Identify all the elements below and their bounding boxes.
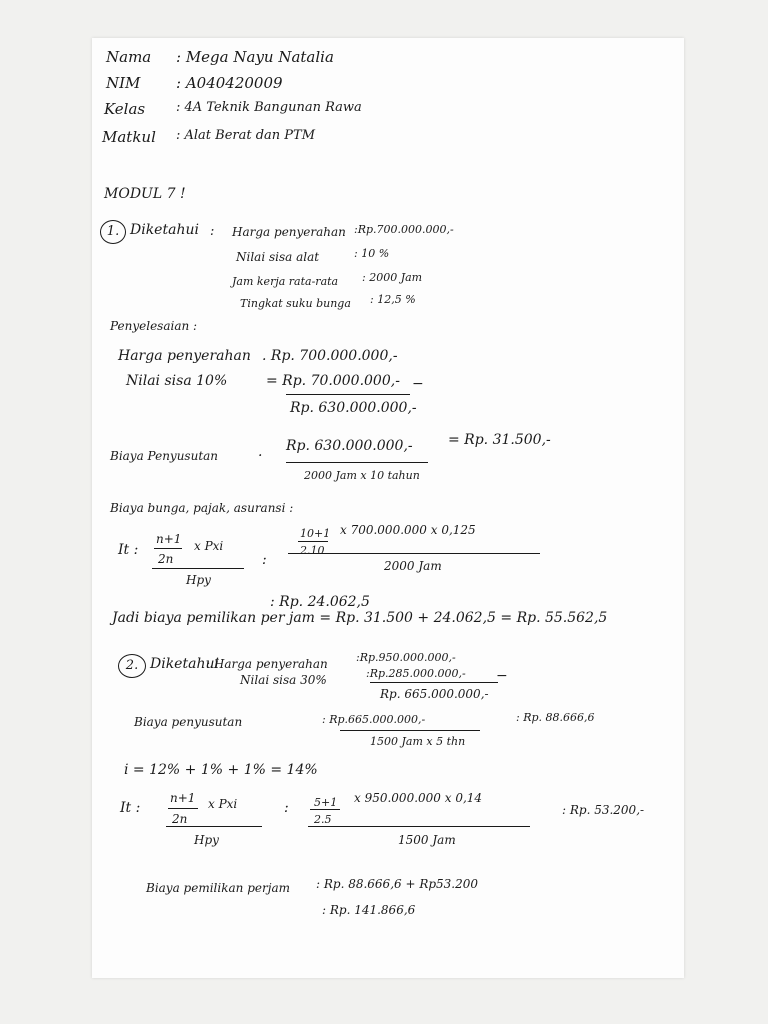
q1-biaya-label: Biaya Penyusutan xyxy=(110,449,219,463)
q2-nilai-value: :Rp.285.000.000,- xyxy=(366,667,466,680)
q1-nilai-label: Nilai sisa alat xyxy=(236,250,320,264)
q2-number-circle xyxy=(118,654,146,678)
q2-i-line: i = 12% + 1% + 1% = 14% xyxy=(124,762,318,778)
q1-biaya-result: = Rp. 31.500,- xyxy=(448,432,551,448)
q1-biaya-dot: . xyxy=(258,444,263,460)
q1-frac-2n: 2n xyxy=(158,552,174,566)
q2-biaya-den: 1500 Jam x 5 thn xyxy=(370,735,466,748)
q1-biaya-den: 2000 Jam x 10 tahun xyxy=(304,469,420,482)
nama-value: : Mega Nayu Natalia xyxy=(176,48,334,66)
q2-x-pxi: x Pxi xyxy=(208,797,238,811)
q1-number: 1. xyxy=(106,224,120,239)
q1-frac-num-line xyxy=(298,541,328,542)
q1-jadi: Jadi biaya pemilikan per jam = Rp. 31.500 + 24.062,5 = Rp. 55.562,5 xyxy=(112,610,608,626)
q2-frac-num-line xyxy=(310,809,340,810)
q2-biaya-label: Biaya penyusutan xyxy=(134,715,243,729)
q2-nilai-label: Nilai sisa 30% xyxy=(240,673,327,687)
q2-pemilikan-label: Biaya pemilikan perjam xyxy=(146,881,290,895)
q1-calc-nilai-label: Nilai sisa 10% xyxy=(126,373,228,389)
q1-frac-den1: 2.10 xyxy=(300,544,325,557)
q1-jam-label: Jam kerja rata-rata xyxy=(232,275,339,288)
q2-main-fraction-line xyxy=(308,826,530,827)
kelas-label: Kelas xyxy=(104,100,146,118)
q1-hpy-line xyxy=(152,568,244,569)
q1-bunga-title: Biaya bunga, pajak, asuransi : xyxy=(110,501,294,515)
matkul-value: : Alat Berat dan PTM xyxy=(176,128,316,143)
q2-eq: : xyxy=(284,800,289,816)
q1-calc-nilai-value: = Rp. 70.000.000,- xyxy=(266,373,400,389)
q2-hpy-line xyxy=(166,826,262,827)
nama-label: Nama xyxy=(106,48,152,66)
q1-mult: x 700.000.000 x 0,125 xyxy=(340,523,476,537)
q1-frac-num1: 10+1 xyxy=(300,527,331,540)
q2-mult: x 950.000.000 x 0,14 xyxy=(354,791,483,805)
q2-frac-2n: 2n xyxy=(172,812,188,826)
q2-frac-den1: 2.5 xyxy=(314,813,332,826)
q1-nilai-value: : 10 % xyxy=(354,247,390,260)
q2-hpy: Hpy xyxy=(194,833,219,847)
q2-pemilikan-value: : Rp. 88.666,6 + Rp53.200 xyxy=(316,877,479,891)
q2-harga-value: :Rp.950.000.000,- xyxy=(356,651,456,664)
q2-it-label: It : xyxy=(120,800,141,816)
q1-calc-harga-value: . Rp. 700.000.000,- xyxy=(262,348,398,364)
q1-den-jam: 2000 Jam xyxy=(384,559,442,573)
matkul-label: Matkul xyxy=(102,128,156,146)
q1-subtract-line xyxy=(286,394,410,395)
q1-frac-n: n+1 xyxy=(156,532,182,546)
kelas-value: : 4A Teknik Bangunan Rawa xyxy=(176,100,362,115)
q1-penyelesaian: Penyelesaian : xyxy=(110,319,198,333)
q2-it-result: : Rp. 53.200,- xyxy=(562,803,645,817)
q1-number-circle xyxy=(100,220,126,244)
q2-frac-num1: 5+1 xyxy=(314,796,338,809)
q1-main-fraction-line xyxy=(288,553,540,554)
q1-colon: : xyxy=(210,224,215,239)
q2-number: 2. xyxy=(125,658,139,673)
q2-frac-n: n+1 xyxy=(170,791,196,805)
nim-label: NIM xyxy=(106,74,141,92)
q2-biaya-fraction-line xyxy=(340,730,480,731)
q2-result: Rp. 665.000.000,- xyxy=(380,687,489,701)
q1-it-result: : Rp. 24.062,5 xyxy=(270,594,370,610)
modul-heading: MODUL 7 ! xyxy=(104,186,186,202)
q1-jam-value: : 2000 Jam xyxy=(362,271,423,284)
q2-biaya-num: : Rp.665.000.000,- xyxy=(322,713,426,726)
q1-frac-n-line xyxy=(154,548,182,549)
q1-calc-harga-label: Harga penyerahan xyxy=(118,348,251,364)
q1-diketahui: Diketahui xyxy=(130,222,199,238)
q1-bunga-value: : 12,5 % xyxy=(370,293,416,306)
q1-calc-result: Rp. 630.000.000,- xyxy=(290,400,417,416)
q2-nilai-minus: − xyxy=(496,668,508,684)
q1-harga-label: Harga penyerahan xyxy=(232,225,346,239)
q1-eq: : xyxy=(262,552,267,568)
q1-biaya-num: Rp. 630.000.000,- xyxy=(286,438,413,454)
q2-biaya-result: : Rp. 88.666,6 xyxy=(516,711,595,724)
q1-calc-minus: − xyxy=(412,376,424,392)
q2-frac-n-line xyxy=(168,808,198,809)
q2-pemilikan-result: : Rp. 141.866,6 xyxy=(322,903,416,917)
q1-biaya-fraction-line xyxy=(286,462,428,463)
q2-subtract-line xyxy=(370,682,498,683)
q2-diketahui: Diketahui xyxy=(150,656,219,672)
q2-harga-label: : Harga penyerahan xyxy=(206,657,328,671)
q1-x-pxi: x Pxi xyxy=(194,539,224,553)
q2-den-jam: 1500 Jam xyxy=(398,833,456,847)
q1-it-label: It : xyxy=(118,542,139,558)
q1-hpy: Hpy xyxy=(186,573,211,587)
q1-bunga-label: Tingkat suku bunga xyxy=(240,297,351,310)
nim-value: : A040420009 xyxy=(176,74,283,92)
q1-harga-value: :Rp.700.000.000,- xyxy=(354,223,454,236)
